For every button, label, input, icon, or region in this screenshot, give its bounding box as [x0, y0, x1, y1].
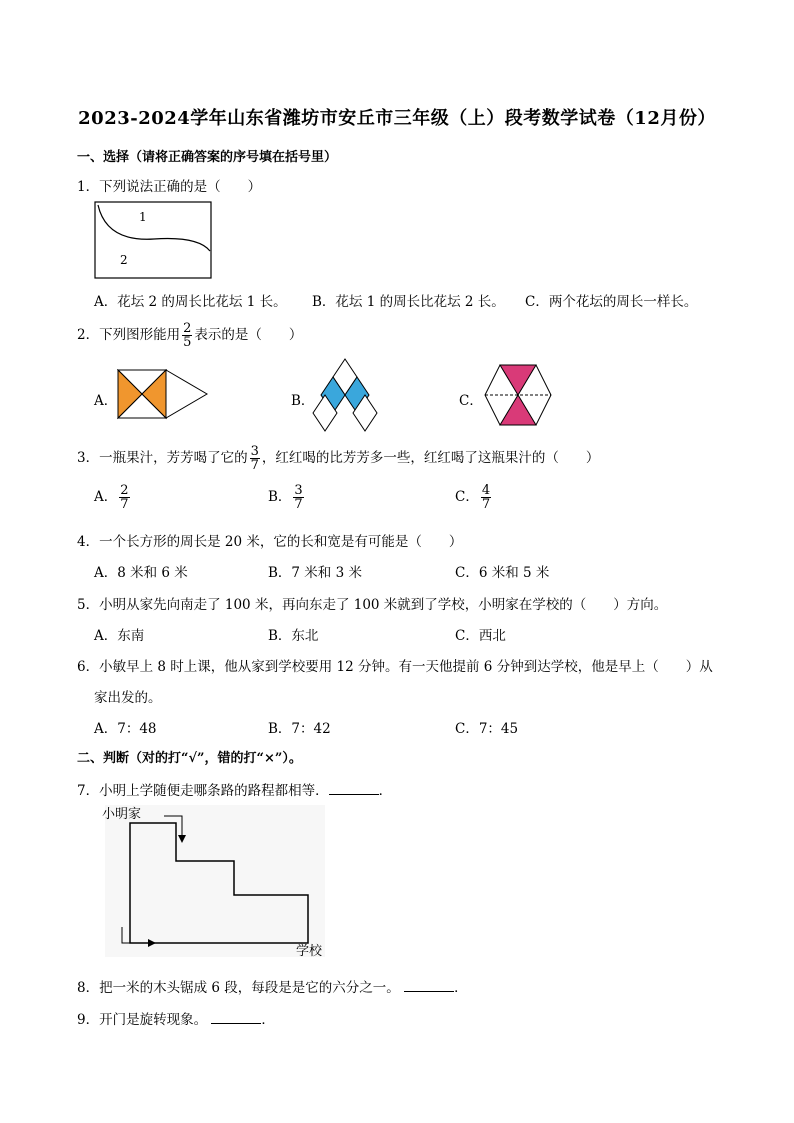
question-6-stem-line-2: 家出发的。 — [94, 690, 162, 706]
question-3-fraction — [250, 445, 260, 472]
section-heading-judge: 二、判断（对的打“√”，错的打“×”）。 — [77, 751, 302, 766]
question-1-option-c[interactable]: C．两个花坛的周长一样长。 — [525, 294, 698, 310]
question-2-stem-after: 表示的是（ ） — [194, 327, 303, 343]
question-8-end: ． — [454, 980, 468, 996]
question-1-figure — [94, 201, 212, 279]
question-3-stem-before: 3．一瓶果汁，芳芳喝了它的 — [77, 450, 248, 466]
question-7-stem — [77, 779, 392, 799]
question-1-option-b[interactable]: B．花坛 1 的周长比花坛 2 长。 — [312, 294, 505, 310]
question-5-option-a[interactable]: A．东南 — [94, 628, 145, 644]
question-9-end: ． — [261, 1012, 275, 1028]
question-4-option-b[interactable]: B．7 米和 3 米 — [268, 565, 362, 581]
fraction-numerator: 2 — [120, 483, 129, 498]
question-8-stem — [77, 976, 468, 996]
question-4-stem: 4．一个长方形的周长是 20 米，它的长和宽是有可能是（ ） — [77, 534, 463, 550]
page-title: 2023-2024学年山东省潍坊市安丘市三年级（上）段考数学试卷（12月份） — [78, 108, 716, 129]
option-letter: B． — [268, 489, 292, 505]
question-3-option-c[interactable] — [455, 484, 493, 511]
option-fraction — [119, 484, 129, 511]
question-2-stem — [77, 322, 302, 349]
section-heading-choice: 一、选择（请将正确答案的序号填在括号里） — [77, 150, 338, 165]
fraction-numerator: 3 — [294, 483, 303, 498]
question-7-route-diagram — [100, 803, 330, 961]
side-triangle — [166, 370, 207, 418]
home-label: 小明家 — [102, 807, 142, 822]
flowerbed-rectangle — [95, 202, 211, 278]
question-2-option-b-letter[interactable]: B． — [291, 393, 315, 409]
flowerbed-2-label: 2 — [120, 253, 128, 267]
question-2-fraction — [182, 322, 192, 349]
answer-blank[interactable] — [329, 782, 379, 795]
question-3-option-a[interactable] — [94, 484, 132, 511]
question-5-option-c[interactable]: C．西北 — [455, 628, 506, 644]
option-fraction — [481, 484, 491, 511]
question-2-stem-before: 2．下列图形能用 — [77, 327, 181, 343]
dividing-curve — [98, 205, 210, 251]
diagram-background — [105, 805, 325, 957]
question-4-option-c[interactable]: C．6 米和 5 米 — [455, 565, 550, 581]
question-1-stem: 1．下列说法正确的是（ ） — [77, 179, 262, 195]
question-2-option-c-letter[interactable]: C． — [459, 393, 483, 409]
question-1-option-a[interactable]: A．花坛 2 的周长比花坛 1 长。 — [94, 294, 287, 310]
question-7-end: ． — [378, 783, 393, 799]
option-letter: A． — [94, 489, 118, 505]
school-label: 学校 — [296, 944, 323, 959]
question-2-option-a-letter[interactable]: A． — [94, 393, 118, 409]
question-4-option-a[interactable]: A．8 米和 6 米 — [94, 565, 188, 581]
fraction-denominator: 7 — [250, 458, 259, 473]
question-3-option-b[interactable] — [268, 484, 306, 511]
fraction-numerator: 4 — [481, 483, 491, 498]
question-5-option-b[interactable]: B．东北 — [268, 628, 319, 644]
question-6-stem-line-1: 6．小敏早上 8 时上课，他从家到学校要用 12 分钟。有一天他提前 6 分钟到达学校，他是早上（ ）从 — [77, 659, 713, 675]
fraction-denominator: 7 — [120, 497, 129, 512]
fraction-denominator: 7 — [294, 497, 303, 512]
option-fraction — [293, 484, 303, 511]
flowerbed-1-label: 1 — [139, 210, 147, 224]
question-6-option-a[interactable]: A．7：48 — [94, 721, 157, 737]
question-8-stem-text: 8．把一米的木头锯成 6 段，每段是是它的六分之一。 — [77, 980, 400, 996]
answer-blank[interactable] — [404, 979, 454, 992]
question-6-option-b[interactable]: B．7：42 — [268, 721, 331, 737]
question-2-figure-a[interactable] — [117, 369, 209, 421]
question-7-stem-text: 7．小明上学随便走哪条路的路程都相等． — [77, 783, 329, 799]
option-letter: C． — [455, 489, 479, 505]
fraction-denominator: 5 — [183, 335, 192, 350]
answer-blank[interactable] — [211, 1011, 261, 1024]
question-9-stem — [77, 1008, 275, 1028]
fraction-numerator: 3 — [250, 444, 259, 459]
question-6-option-c[interactable]: C．7：45 — [455, 721, 519, 737]
question-9-stem-text: 9．开门是旋转现象。 — [77, 1012, 208, 1028]
question-2-figure-b[interactable] — [312, 357, 378, 433]
fraction-numerator: 2 — [183, 321, 192, 336]
question-2-figure-c[interactable] — [483, 363, 553, 427]
question-3-stem — [77, 445, 599, 472]
fraction-denominator: 7 — [481, 497, 491, 512]
question-3-stem-after: ，红红喝的比芳芳多一些，红红喝了这瓶果汁的（ ） — [261, 450, 600, 466]
question-5-stem: 5．小明从家先向南走了 100 米，再向东走了 100 米就到了学校，小明家在学校的（ ）方向。 — [77, 597, 668, 613]
